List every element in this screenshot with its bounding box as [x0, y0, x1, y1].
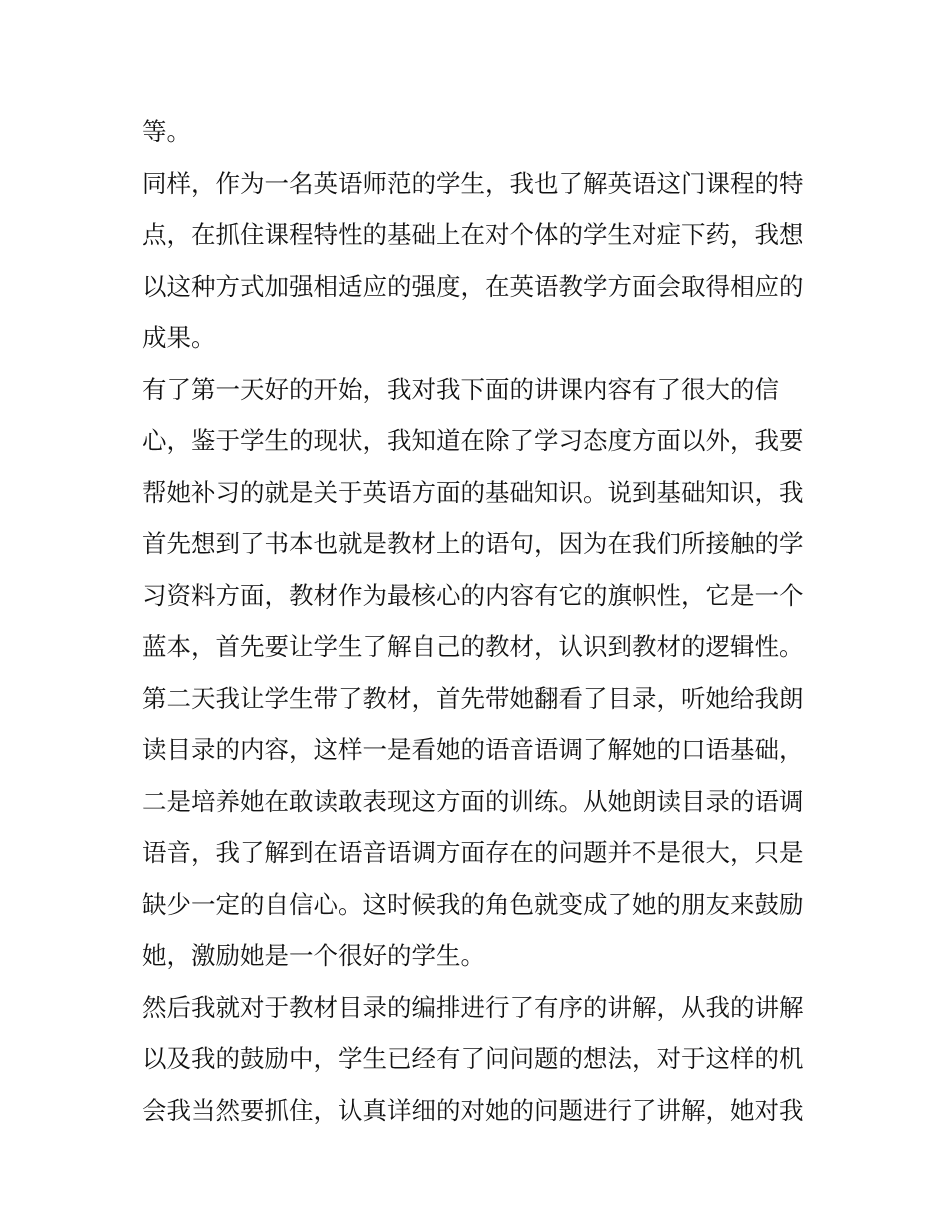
- text-line: 以这种方式加强相适应的强度，在英语教学方面会取得相应的: [142, 271, 804, 301]
- text-line: 会我当然要抓住，认真详细的对她的问题进行了讲解，她对我: [142, 1095, 804, 1125]
- text-line: 同样，作为一名英语师范的学生，我也了解英语这门课程的特: [142, 168, 804, 198]
- text-line: 语音，我了解到在语音语调方面存在的问题并不是很大，只是: [142, 838, 804, 867]
- text-line: 成果。: [142, 323, 216, 352]
- text-line: 蓝本，首先要让学生了解自己的教材，认识到教材的逻辑性。: [142, 632, 804, 661]
- text-line: 有了第一天好的开始，我对我下面的讲课内容有了很大的信: [142, 374, 779, 404]
- text-line: 读目录的内容，这样一是看她的语音语调了解她的口语基础，: [142, 735, 804, 764]
- text-line: 缺少一定的自信心。这时候我的角色就变成了她的朋友来鼓励: [142, 889, 804, 919]
- text-line: 帮她补习的就是关于英语方面的基础知识。说到基础知识，我: [142, 477, 804, 507]
- text-line: 二是培养她在敢读敢表现这方面的训练。从她朗读目录的语调: [142, 786, 804, 816]
- text-line: 首先想到了书本也就是教材上的语句，因为在我们所接触的学: [142, 529, 804, 558]
- text-line: 第二天我让学生带了教材，首先带她翻看了目录，听她给我朗: [142, 683, 804, 713]
- text-line: 点，在抓住课程特性的基础上在对个体的学生对症下药，我想: [142, 220, 804, 249]
- text-line: 心，鉴于学生的现状，我知道在除了学习态度方面以外，我要: [142, 426, 804, 455]
- text-line: 等。: [142, 117, 191, 146]
- document-body: [142, 106, 812, 1136]
- text-line: 她，激励她是一个很好的学生。: [142, 941, 485, 970]
- text-line: 然后我就对于教材目录的编排进行了有序的讲解，从我的讲解: [142, 992, 804, 1022]
- text-line: 习资料方面，教材作为最核心的内容有它的旗帜性，它是一个: [142, 580, 804, 610]
- text-line: 以及我的鼓励中，学生已经有了问问题的想法，对于这样的机: [142, 1044, 804, 1073]
